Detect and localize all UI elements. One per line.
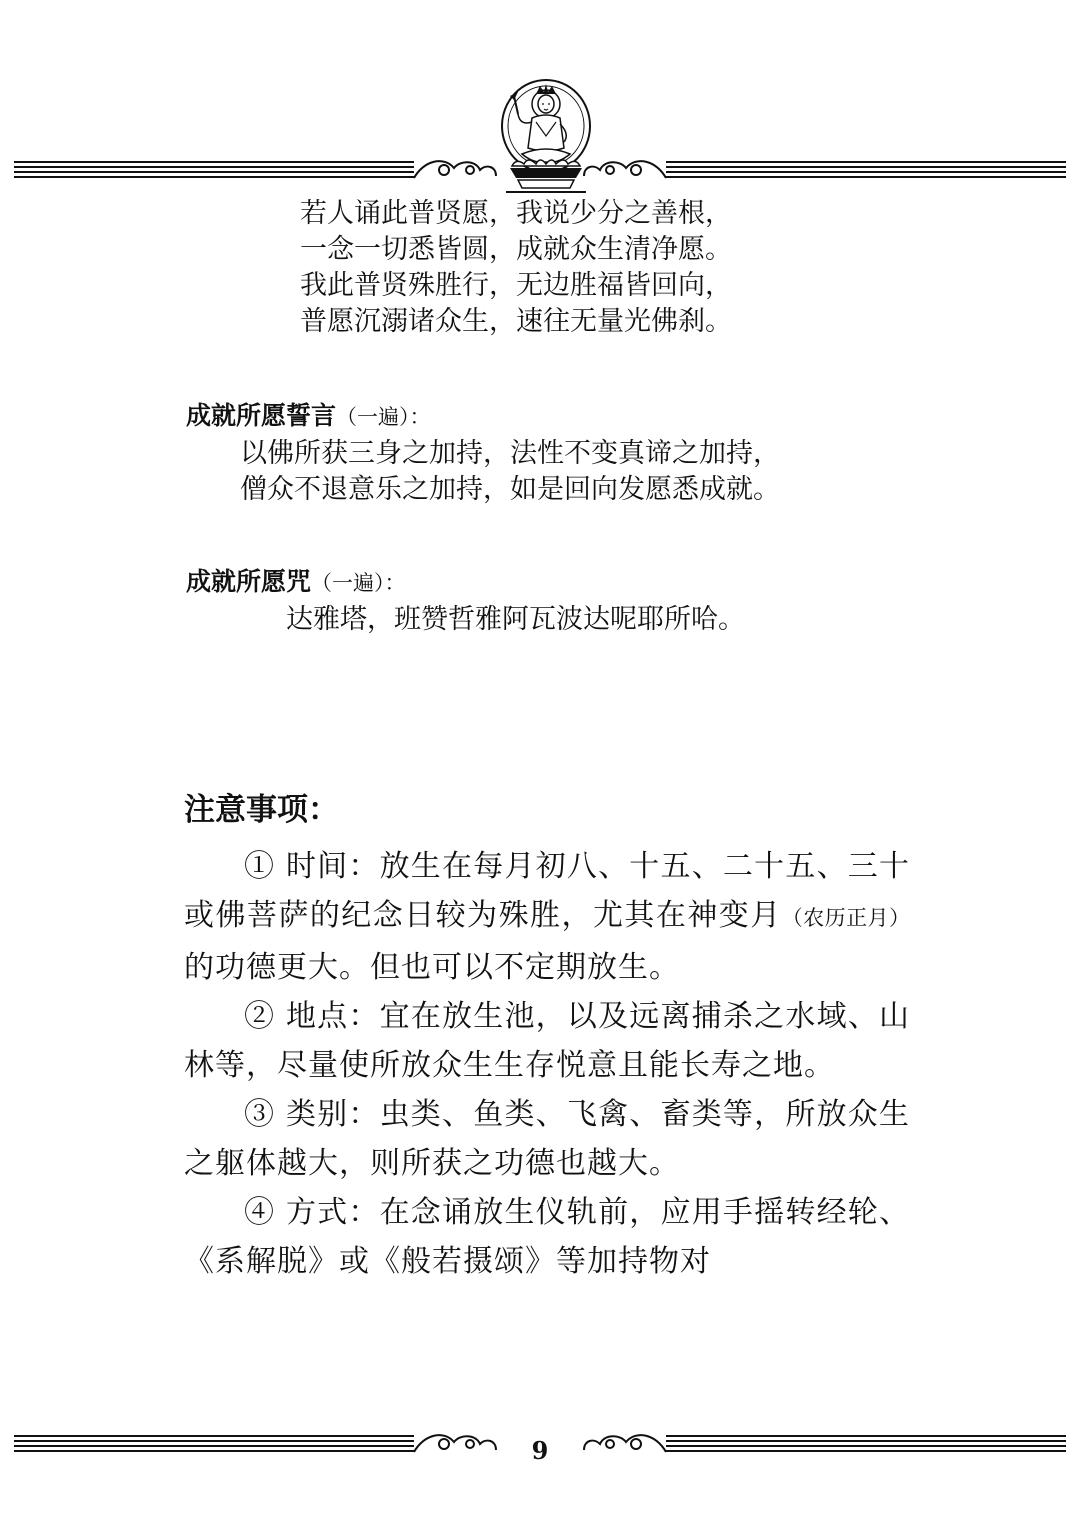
page-number: 9 [531, 1436, 549, 1465]
verse-block [300, 196, 732, 340]
oath-lines [240, 436, 780, 508]
mantra-count: （一遍）： [311, 571, 406, 595]
note-text: 的功德更大。但也可以不定期放生。 [184, 950, 680, 985]
verse-line: 普愿沉溺诸众生，速往无量光佛刹。 [300, 306, 732, 337]
oath-heading [186, 396, 431, 432]
verse-line: 若人诵此普贤愿，我说少分之善根， [300, 198, 732, 229]
verse-line: 我此普贤殊胜行，无边胜福皆回向， [300, 270, 732, 301]
verse-line: 一念一切悉皆圆，成就众生清净愿。 [300, 234, 732, 265]
oath-line: 以佛所获三身之加持，法性不变真谛之加持， [240, 438, 780, 469]
cloud-left-icon [414, 161, 496, 178]
note-item-category: ③ 类别：虫类、鱼类、飞禽、畜类等，所放众生之躯体越大，则所获之功德也越大。 [184, 1097, 910, 1181]
oath-count: （一遍）： [336, 405, 431, 429]
mantra-line: 达雅塔，班赞哲雅阿瓦波达呢耶所哈。 [286, 604, 745, 635]
notes-body [184, 842, 910, 1286]
header-ornament [0, 78, 1080, 198]
cloud-left-icon [414, 1435, 496, 1452]
oath-title: 成就所愿誓言 [186, 401, 337, 430]
note-item-place: ② 地点：宜在放生池，以及远离捕杀之水域、山林等，尽量使所放众生生存悦意且能长寿之地。 [184, 999, 910, 1083]
note-text: ① 时间：放生在每月初八、十五、二十五、三十或佛菩萨的纪念日较为殊胜，尤其在神变月 [184, 849, 910, 933]
note-item-method: ④ 方式：在念诵放生仪轨前，应用手摇转经轮、《系解脱》或《般若摄颂》等加持物对 [184, 1195, 910, 1279]
note-item-time [184, 842, 910, 992]
mantra-title: 成就所愿咒 [186, 567, 312, 596]
oath-line: 僧众不退意乐之加持，如是回向发愿悉成就。 [240, 474, 780, 505]
notes-title: 注意事项： [184, 792, 339, 828]
mantra-heading [186, 562, 406, 598]
note-annotation: （农历正月） [781, 906, 911, 930]
deity-thangka-icon [496, 78, 596, 196]
cloud-right-icon [584, 161, 666, 178]
cloud-right-icon [584, 1435, 666, 1452]
